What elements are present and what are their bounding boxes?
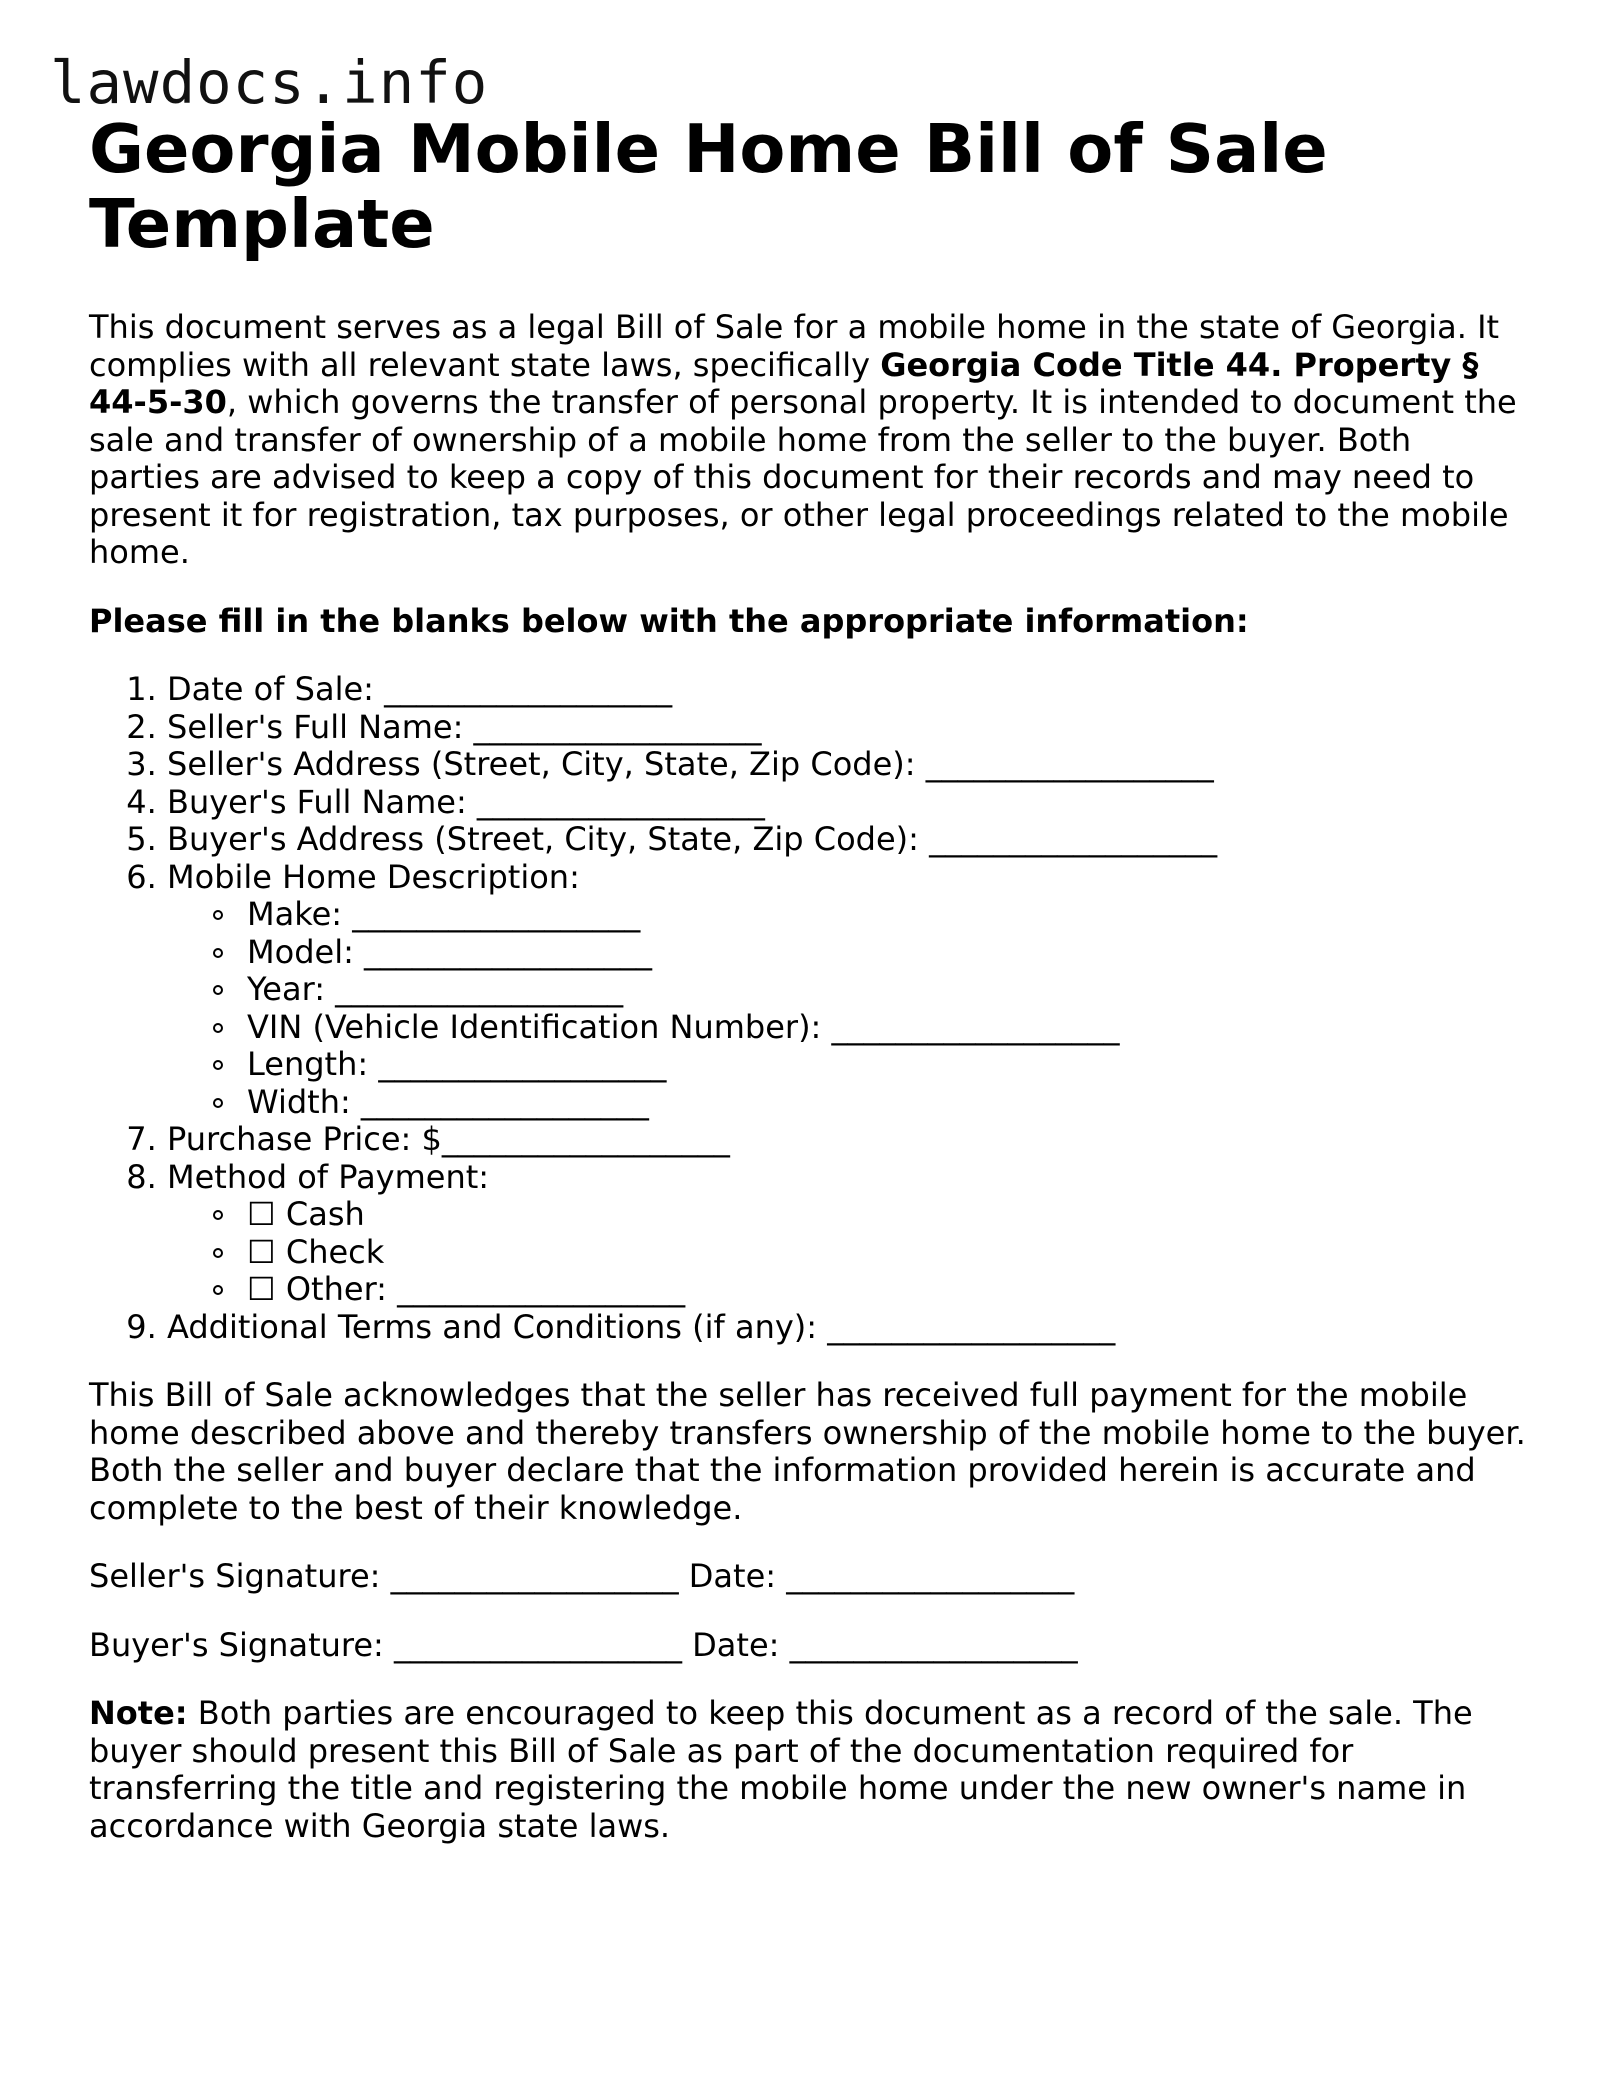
sub-item-make [247,896,1539,934]
additional-terms-blank[interactable]: __________________ [827,1307,1116,1346]
width-blank[interactable]: __________________ [360,1082,649,1121]
note-label: Note: [89,1694,188,1732]
seller-signature-label: Seller's Signature: [89,1557,391,1595]
buyer-signature-line [89,1627,1539,1665]
payment-option-check[interactable] [247,1234,1539,1272]
list-item-buyer-name [167,784,1539,822]
buyer-signature-label: Buyer's Signature: [89,1625,394,1664]
legal-code-reference: Georgia Code Title 44. Property § 44-5-30 [89,345,1479,421]
note-text: Both parties are encouraged to keep this document as a record of the sale. The buyer should present this Bill of Sale as part of the documentation required for transferring the title and registering the mobile home under the new owner's name in accordance with Georgia state laws. [89,1694,1473,1845]
sub-item-model [247,934,1539,972]
field-label: Purchase Price: $ [167,1120,442,1158]
length-blank[interactable]: __________________ [378,1045,667,1083]
field-label: Mobile Home Description: [167,857,580,896]
field-label: Model: [247,932,365,971]
field-label: Make: [247,895,353,933]
seller-name-blank[interactable]: __________________ [473,707,762,746]
buyer-address-blank[interactable]: __________________ [929,820,1218,858]
field-label: Additional Terms and Conditions (if any): [167,1307,828,1346]
field-label: Buyer's Full Name: [167,782,477,821]
buyer-date-label: Date: [681,1625,790,1664]
note-paragraph [89,1695,1509,1845]
list-item-additional-terms [167,1309,1539,1347]
seller-signature-blank[interactable]: __________________ [390,1557,679,1595]
field-label: Seller's Address (Street, City, State, Zip Code): [167,745,926,783]
make-blank[interactable]: __________________ [352,895,641,933]
sub-item-vin [247,1009,1539,1047]
seller-date-label: Date: [678,1557,787,1595]
field-label: Date of Sale: [167,670,385,708]
document-body [89,112,1539,1845]
other-payment-blank[interactable]: __________________ [397,1270,686,1308]
site-watermark: lawdocs.info [50,48,489,117]
sub-item-year [247,971,1539,1009]
intro-text-2: , which governs the transfer of personal property. It is intended to document the sale and transfer of ownership of a mobile home from the seller to the buyer. Both parties are advised to keep a copy of this document for their records and may need to present it for registration, tax purposes, or other legal proceedings related to the mobile home. [89,383,1517,571]
field-label: Year: [247,970,336,1008]
intro-paragraph [89,309,1529,572]
buyer-date-blank[interactable]: __________________ [789,1625,1078,1664]
sub-item-length [247,1046,1539,1084]
list-item-mobile-home-description [167,859,1539,1122]
field-label: VIN (Vehicle Identification Number): [247,1007,832,1046]
buyer-name-blank[interactable]: __________________ [476,782,765,821]
list-item-date-of-sale [167,671,1539,709]
payment-option-cash[interactable] [247,1196,1539,1234]
field-label: Width: [247,1082,361,1121]
list-item-seller-address [167,746,1539,784]
payment-option-other[interactable] [247,1271,1539,1309]
vin-blank[interactable]: __________________ [831,1007,1120,1046]
list-item-seller-name [167,709,1539,747]
acknowledgment-paragraph: This Bill of Sale acknowledges that the seller has received full payment for the mobile home described above and thereby transfers ownership of the mobile home to the buyer. Both the seller and buyer declare that the information provided herein is accurate and complete to the best of their knowledge. [89,1376,1526,1527]
intro-text-1: This document serves as a legal Bill of Sale for a mobile home in the state of Georgia. It complies with all relevant state laws, specifically [89,308,1500,384]
form-fields-list [89,671,1539,1346]
list-item-purchase-price [167,1121,1539,1159]
list-item-buyer-address [167,821,1539,859]
list-item-payment-method [167,1159,1539,1309]
field-label: Method of Payment: [167,1157,490,1196]
year-blank[interactable]: __________________ [335,970,624,1008]
page-title: Georgia Mobile Home Bill of Sale Template [89,110,1328,263]
field-label: Seller's Full Name: [167,707,474,746]
buyer-signature-blank[interactable]: __________________ [393,1625,682,1664]
field-label: Length: [247,1045,379,1083]
other-checkbox-label[interactable]: ☐ Other: [247,1270,398,1308]
description-sublist [167,896,1539,1121]
field-label: Buyer's Address (Street, City, State, Zip Code): [167,820,930,858]
seller-address-blank[interactable]: __________________ [925,745,1214,783]
purchase-price-blank[interactable]: __________________ [441,1120,730,1158]
sub-item-width [247,1084,1539,1122]
model-blank[interactable]: __________________ [364,932,653,971]
check-checkbox-label[interactable]: ☐ Check [247,1232,385,1271]
seller-signature-line [89,1558,1539,1596]
date-of-sale-blank[interactable]: __________________ [384,670,673,708]
fill-instructions: Please fill in the blanks below with the appropriate information: [89,601,1249,640]
seller-date-blank[interactable]: __________________ [786,1557,1075,1595]
payment-method-sublist [167,1196,1539,1309]
cash-checkbox-label[interactable]: ☐ Cash [247,1195,365,1233]
